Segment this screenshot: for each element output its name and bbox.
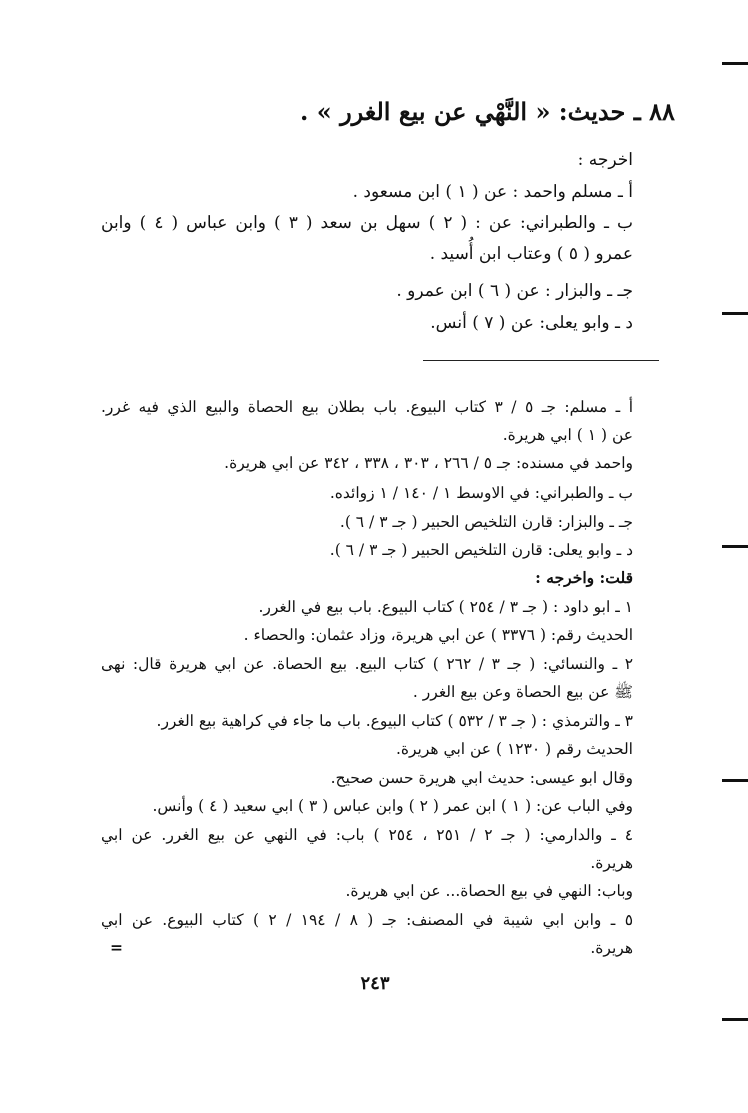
footnote-line: هريرة. [590,854,633,872]
body-line: أ ـ مسلم واحمد : عن ( ١ ) ابن مسعود . [352,182,633,202]
body-line: عمرو ( ٥ ) وعتاب ابن أُسيد . [429,244,633,264]
footnote-line: ٥ ـ وابن ابي شيبة في المصنف: جـ ( ٨ / ١٩٤ / ٢ ) كتاب البيوع. عن ابي [101,911,634,929]
footnote-line: د ـ وابو يعلى: قارن التلخيص الحبير ( جـ ٣ / ٦ ). [329,541,633,559]
scan-edge-mark [722,312,748,315]
scan-edge-mark [722,1018,748,1021]
footnote-line: الحديث رقم ( ١٢٣٠ ) عن ابي هريرة. [395,740,633,758]
continuation-mark: = [110,938,123,957]
footnote-line: ب ـ والطبراني: في الاوسط ١ / ١٤٠ / ١ زوائده. [329,484,633,502]
body-line: د ـ وابو يعلى: عن ( ٧ ) أنس. [430,313,633,333]
footnote-line: قلت: واخرجه : [535,568,633,587]
footnote-line: الحديث رقم: ( ٣٣٧٦ ) عن ابي هريرة، وزاد عثمان: والحصاء . [243,626,633,644]
footnote-line: واحمد في مسنده: جـ ٥ / ٢٦٦ ، ٣٠٣ ، ٣٣٨ ، ٣٤٢ عن ابي هريرة. [224,454,633,472]
footnote-line: ٤ ـ والدارمي: ( جـ ٢ / ٢٥١ ، ٢٥٤ ) باب: في النهي عن بيع الغرر. عن ابي [101,826,634,844]
page-number: ٢٤٣ [360,973,390,994]
footnote-line: ٢ ـ والنسائي: ( جـ ٣ / ٢٦٢ ) كتاب البيع. بيع الحصاة. عن ابي هريرة قال: نهى [101,655,634,673]
footnote-line: ١ ـ ابو داود : ( جـ ٣ / ٢٥٤ ) كتاب البيوع. باب بيع في الغرر. [258,598,633,616]
scan-edge-mark [722,545,748,548]
scan-edge-mark [722,779,748,782]
footnote-line: أ ـ مسلم: جـ ٥ / ٣ كتاب البيوع. باب بطلان بيع الحصاة والبيع الذي فيه غرر. [101,398,633,416]
footnote-line: وباب: النهي في بيع الحصاة... عن ابي هريرة. [345,882,633,900]
footnote-line: هريرة. [590,939,633,957]
footnote-line: ﷺ عن بيع الحصاة وعن بيع الغرر . [412,683,633,701]
body-line: جـ ـ والبزار : عن ( ٦ ) ابن عمرو . [396,281,633,301]
body-line: اخرجه : [577,150,633,170]
scan-edge-mark [722,62,748,65]
hadith-heading: ٨٨ ـ حديث: « النَّهْي عن بيع الغرر » . [300,97,675,126]
footnote-line: وفي الباب عن: ( ١ ) ابن عمر ( ٢ ) وابن عباس ( ٣ ) ابي سعيد ( ٤ ) وأنس. [152,797,633,815]
footnote-line: عن ( ١ ) ابي هريرة. [502,426,633,444]
footnote-line: ٣ ـ والترمذي : ( جـ ٣ / ٥٣٢ ) كتاب البيوع. باب ما جاء في كراهية بيع الغرر. [156,712,633,730]
footnote-separator [423,360,659,361]
body-line: ب ـ والطبراني: عن : ( ٢ ) سهل بن سعد ( ٣ ) وابن عباس ( ٤ ) وابن [101,213,634,233]
footnote-line: وقال ابو عيسى: حديث ابي هريرة حسن صحيح. [330,769,633,787]
footnote-line: جـ ـ والبزار: قارن التلخيص الحبير ( جـ ٣ / ٦ ). [339,513,633,531]
